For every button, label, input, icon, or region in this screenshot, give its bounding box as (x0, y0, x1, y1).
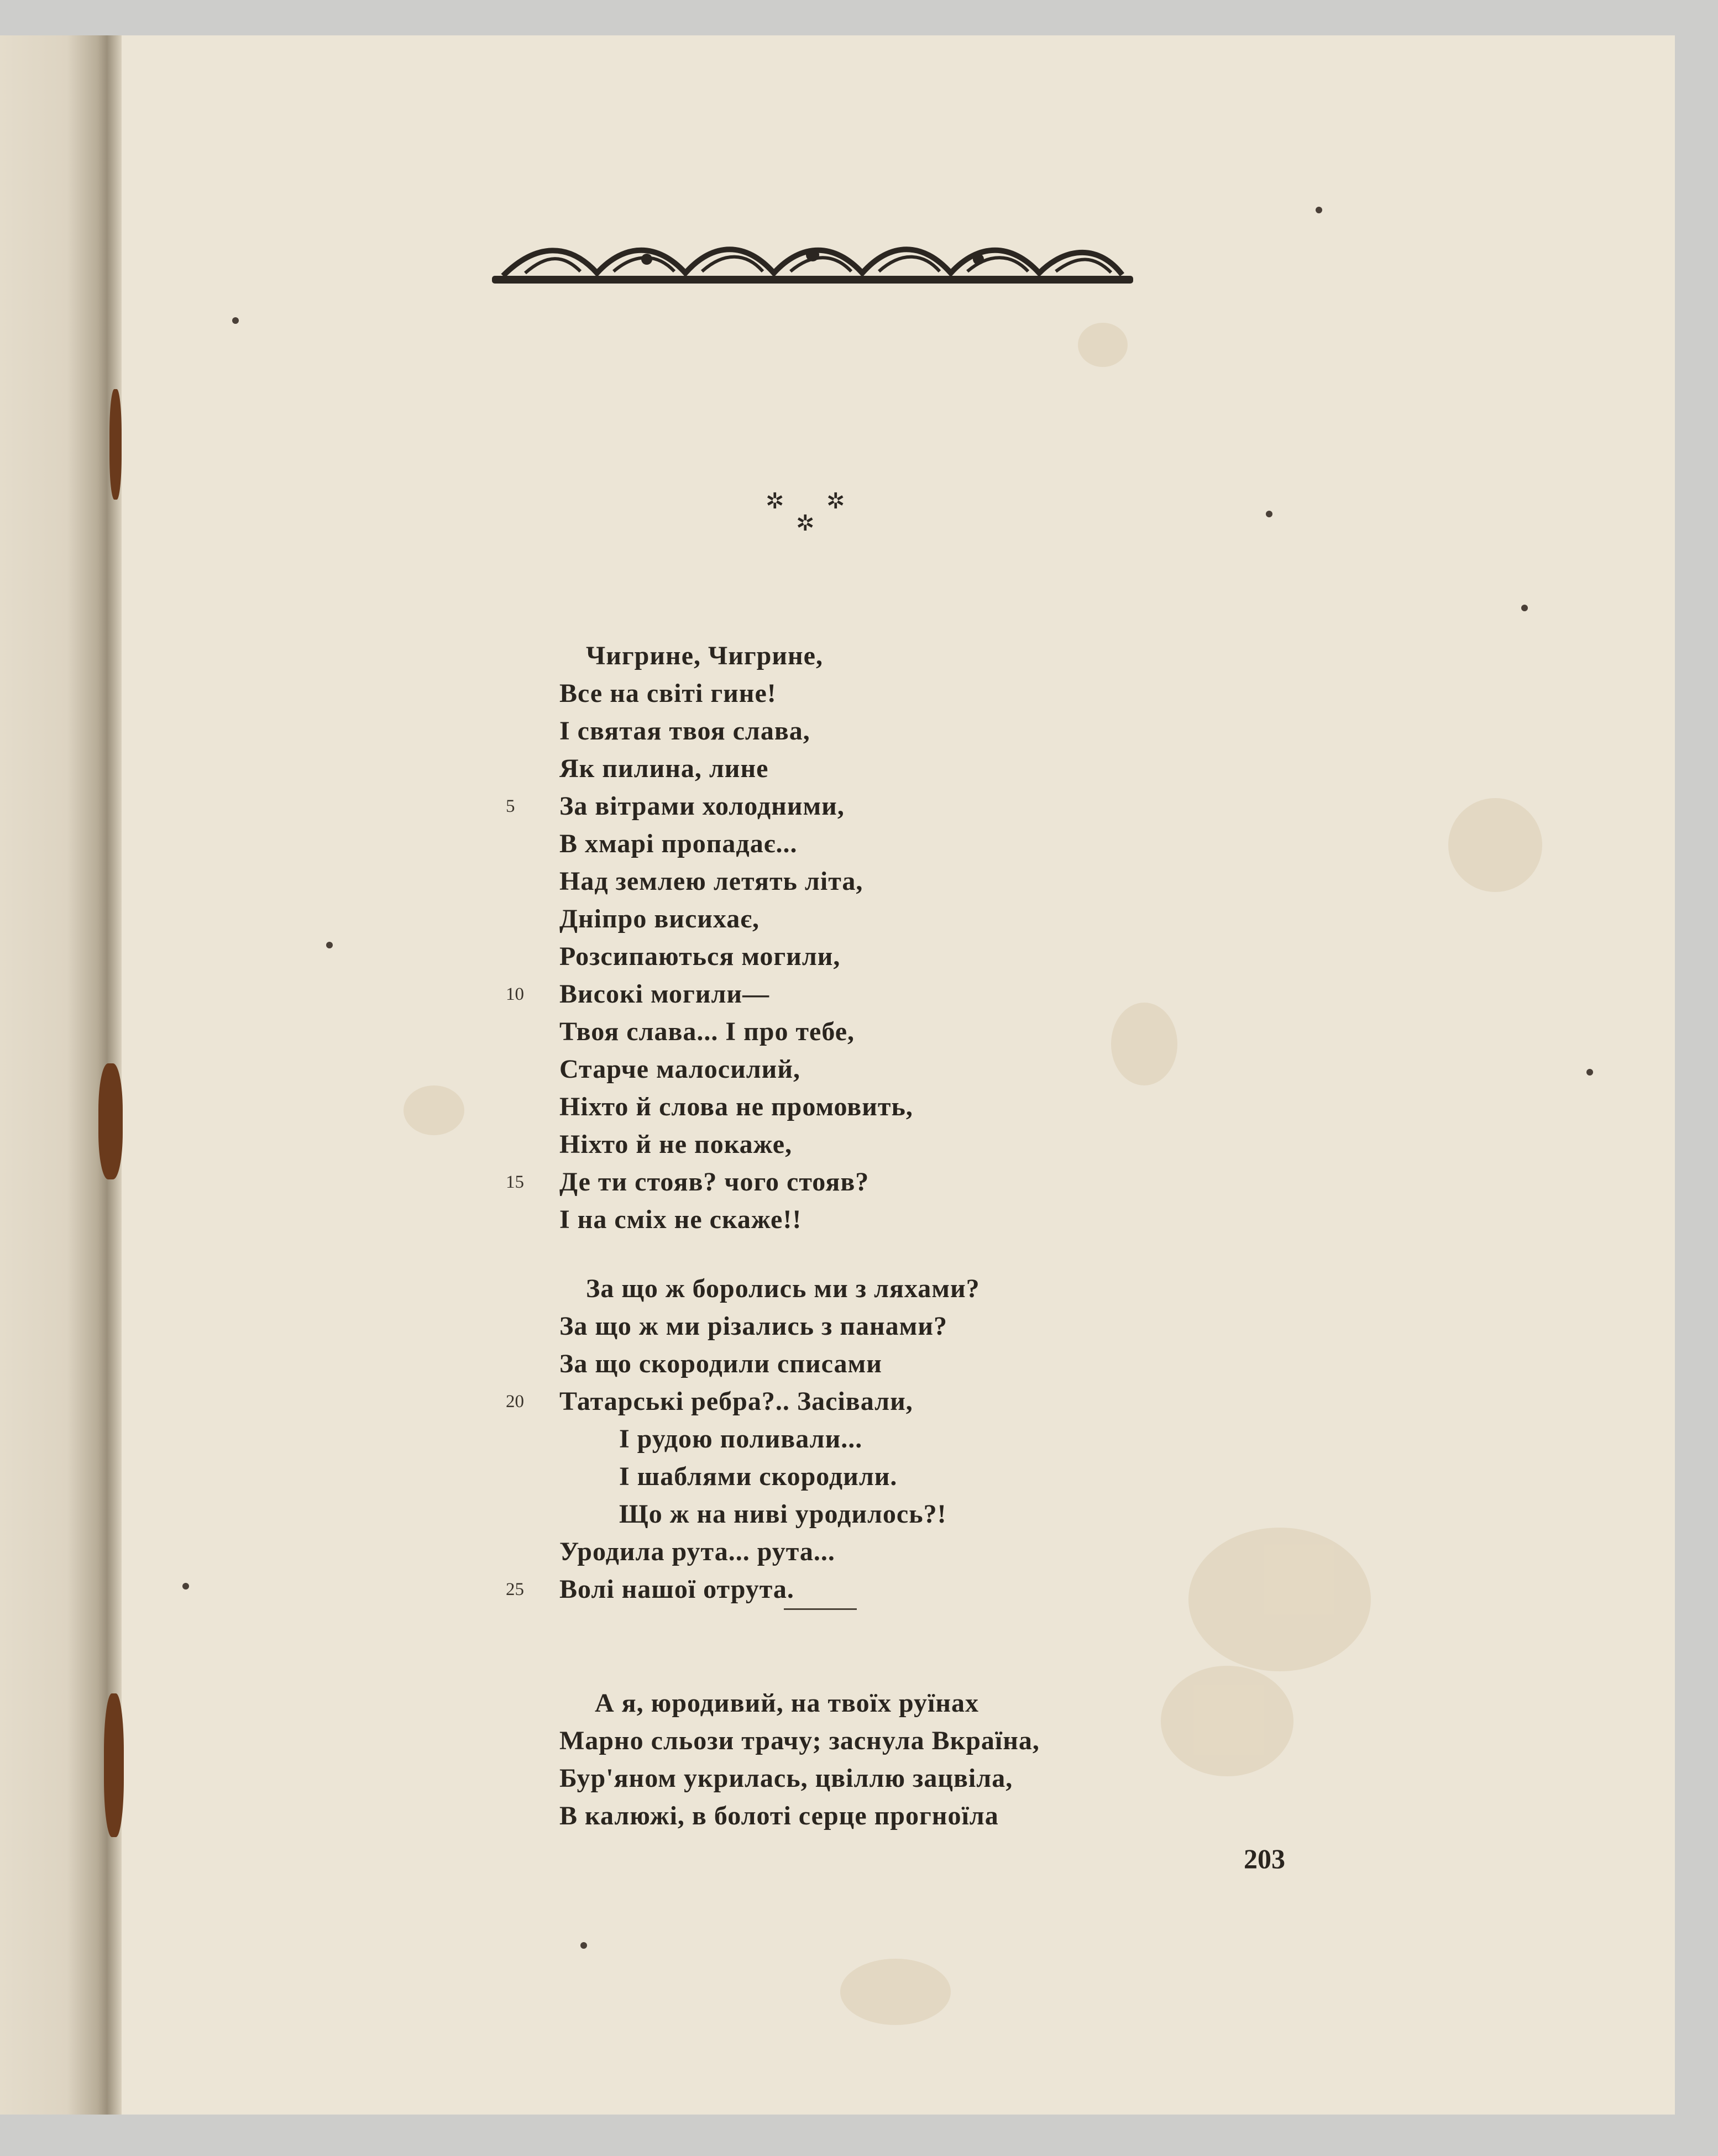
poem-line: Ніхто й не покаже, (559, 1130, 793, 1159)
poem-line: За що скородили списами (559, 1349, 882, 1378)
poem-line: І на сміх не скаже!! (559, 1205, 802, 1234)
poem-line: Волі нашої отрута. (559, 1575, 794, 1604)
poem-line: Все на світі гине! (559, 679, 777, 708)
poem-line: Старче малосилий, (559, 1055, 800, 1084)
poem-line: Чигрине, Чигрине, (586, 641, 823, 670)
poem-line: Твоя слава... І про тебе, (559, 1017, 855, 1046)
poem-line: За що ж боролись ми з ляхами? (586, 1274, 980, 1303)
poem-line: Марно сльози трачу; заснула Вкраїна, (559, 1726, 1040, 1755)
poem-line: Над землею летять літа, (559, 867, 863, 896)
poem-line: І рудою поливали... (619, 1424, 863, 1454)
poem-line: Дніпро висихає, (559, 904, 760, 933)
page-number: 203 (1244, 1843, 1285, 1874)
line-number: 20 (506, 1392, 524, 1412)
poem-line: В калюжі, в болоті серце прогноїла (559, 1801, 999, 1830)
poem-line: За що ж ми різались з панами? (559, 1312, 947, 1341)
poem-line: Як пилина, лине (559, 754, 769, 783)
line-number: 10 (506, 984, 524, 1004)
poem-line: В хмарі пропадає... (559, 829, 798, 858)
poem-line: Уродила рута... рута... (559, 1537, 835, 1566)
poem-line: Ніхто й слова не промовить, (559, 1092, 913, 1121)
poem-line: Розсипаються могили, (559, 942, 841, 971)
poem-line: Високі могили— (559, 979, 770, 1009)
poem-line: А я, юродивий, на твоїх руїнах (595, 1688, 980, 1718)
asterism: ✲ ✲ ✲ (766, 489, 845, 536)
section-divider (784, 1608, 857, 1610)
line-number: 25 (506, 1580, 524, 1599)
line-number: 15 (506, 1172, 524, 1192)
poem-line: І святая твоя слава, (559, 716, 810, 746)
line-number: 5 (506, 796, 515, 816)
poem-line: Татарські ребра?.. Засівали, (559, 1387, 913, 1416)
poem-line: За вітрами холодними, (559, 791, 845, 821)
poem-line: Що ж на ниві уродилось?! (619, 1499, 947, 1529)
poem-line: І шаблями скородили. (619, 1462, 898, 1491)
poem (0, 35, 1675, 2115)
poem-line: Бур'яном укрилась, цвіллю зацвіла, (559, 1764, 1013, 1793)
poem-line: Де ти стояв? чого стояв? (559, 1167, 870, 1197)
book-page (0, 35, 1675, 2115)
